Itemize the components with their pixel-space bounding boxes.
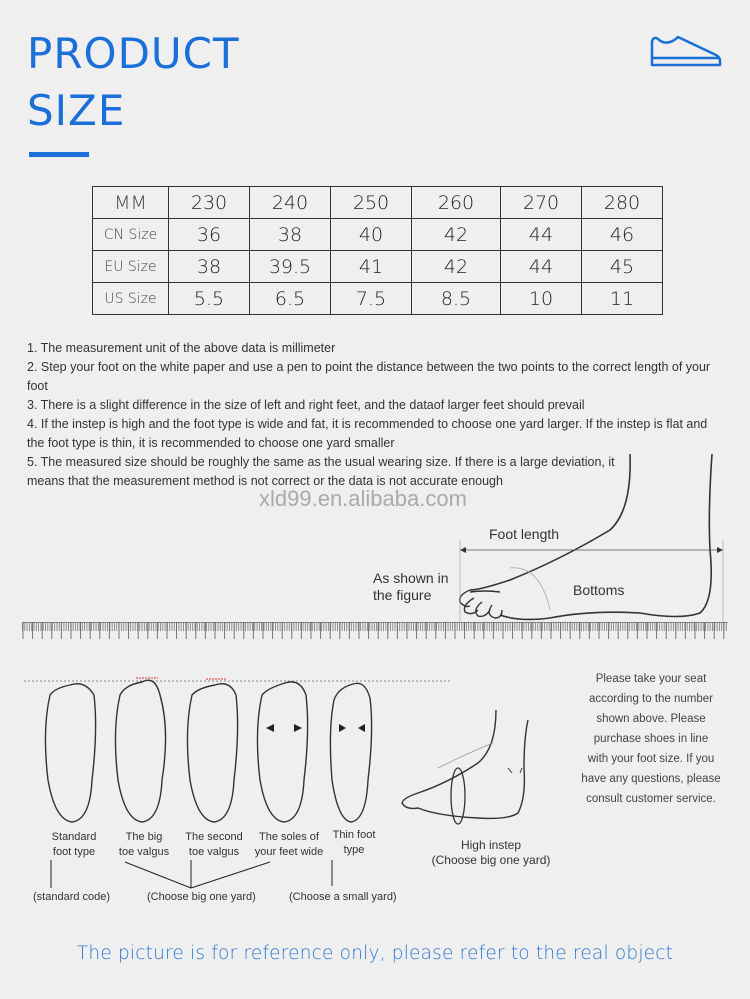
table-row-cn (93, 219, 663, 251)
page-title-line2: SIZE (27, 86, 126, 135)
note-4: 4. If the instep is high and the foot type is wide and fat, it is recommended to choose one yard larger. If the instep is flat and the foot type is thin, it is recommended to choose one yard smaller (27, 417, 708, 450)
table-cell: 280 (582, 187, 663, 219)
table-cell: 38 (250, 219, 331, 251)
table-cell: 270 (501, 187, 582, 219)
group-choose-small: (Choose a small yard) (289, 891, 397, 903)
table-cell: 44 (501, 219, 582, 251)
foot-length-label: Foot length (489, 526, 560, 542)
note-2: 2. Step your foot on the white paper and use a pen to point the distance between the two points to the correct length of your foot (27, 360, 711, 393)
foot-type-wide-soles: The soles of your feet wide (254, 831, 324, 858)
table-cell: 42 (412, 251, 501, 283)
table-cell: 7.5 (331, 283, 412, 315)
table-cell: 240 (250, 187, 331, 219)
watermark: xld99.en.alibaba.com (259, 486, 467, 511)
reference-disclaimer: The picture is for reference only, please refer to the real object (76, 943, 674, 964)
table-row-mm (93, 187, 663, 219)
foot-type-thin: Thin foot type (332, 829, 376, 856)
as-shown-label-line1: As shown in (373, 570, 449, 586)
high-instep-illustration (398, 708, 558, 828)
table-cell: 10 (501, 283, 582, 315)
ruler (22, 622, 728, 640)
group-standard-code: (standard code) (33, 891, 111, 903)
table-cell: 40 (331, 219, 412, 251)
note-3: 3. There is a slight difference in the size of left and right feet, and the dataof larger feet should prevail (27, 398, 585, 412)
note-5: 5. The measured size should be roughly the same as the usual wearing size. If there is a large deviation, it means that the measurement method is not correct or the data is not accurate enough (27, 455, 615, 488)
advice-text: Please take your seat according to the number shown above. Please purchase shoes in line with your foot size. If you have any questions, please consult customer service. (581, 673, 721, 805)
table-cell: 250 (331, 187, 412, 219)
size-table (92, 186, 663, 315)
table-cell: 36 (169, 219, 250, 251)
table-cell: 6.5 (250, 283, 331, 315)
table-cell: 11 (582, 283, 663, 315)
table-cell: 260 (412, 187, 501, 219)
foot-type-standard: Standard foot type (51, 831, 97, 858)
row-label: MM (93, 187, 169, 219)
foot-types-illustration (20, 670, 450, 830)
table-cell: 46 (582, 219, 663, 251)
note-1: 1. The measurement unit of the above data is millimeter (27, 341, 336, 355)
shoe-icon (650, 35, 722, 67)
table-cell: 42 (412, 219, 501, 251)
row-label: EU Size (93, 251, 169, 283)
table-cell: 45 (582, 251, 663, 283)
row-label: US Size (93, 283, 169, 315)
table-cell: 38 (169, 251, 250, 283)
row-label: CN Size (93, 219, 169, 251)
high-instep-caption: High instep (Choose big one yard) (431, 838, 551, 867)
table-cell: 41 (331, 251, 412, 283)
table-row-eu (93, 251, 663, 283)
group-choose-big: (Choose big one yard) (147, 891, 256, 903)
foot-type-second-toe-valgus: The second toe valgus (185, 831, 243, 858)
table-cell: 230 (169, 187, 250, 219)
title-underline (29, 152, 89, 157)
table-row-us (93, 283, 663, 315)
table-cell: 8.5 (412, 283, 501, 315)
foot-type-big-toe-valgus: The big toe valgus (118, 831, 170, 858)
grouping-lines (20, 860, 400, 890)
table-cell: 44 (501, 251, 582, 283)
page-title-line1: PRODUCT (27, 29, 240, 78)
table-cell: 39.5 (250, 251, 331, 283)
as-shown-label-line2: the figure (373, 587, 432, 603)
bottoms-label: Bottoms (573, 582, 625, 598)
table-cell: 5.5 (169, 283, 250, 315)
